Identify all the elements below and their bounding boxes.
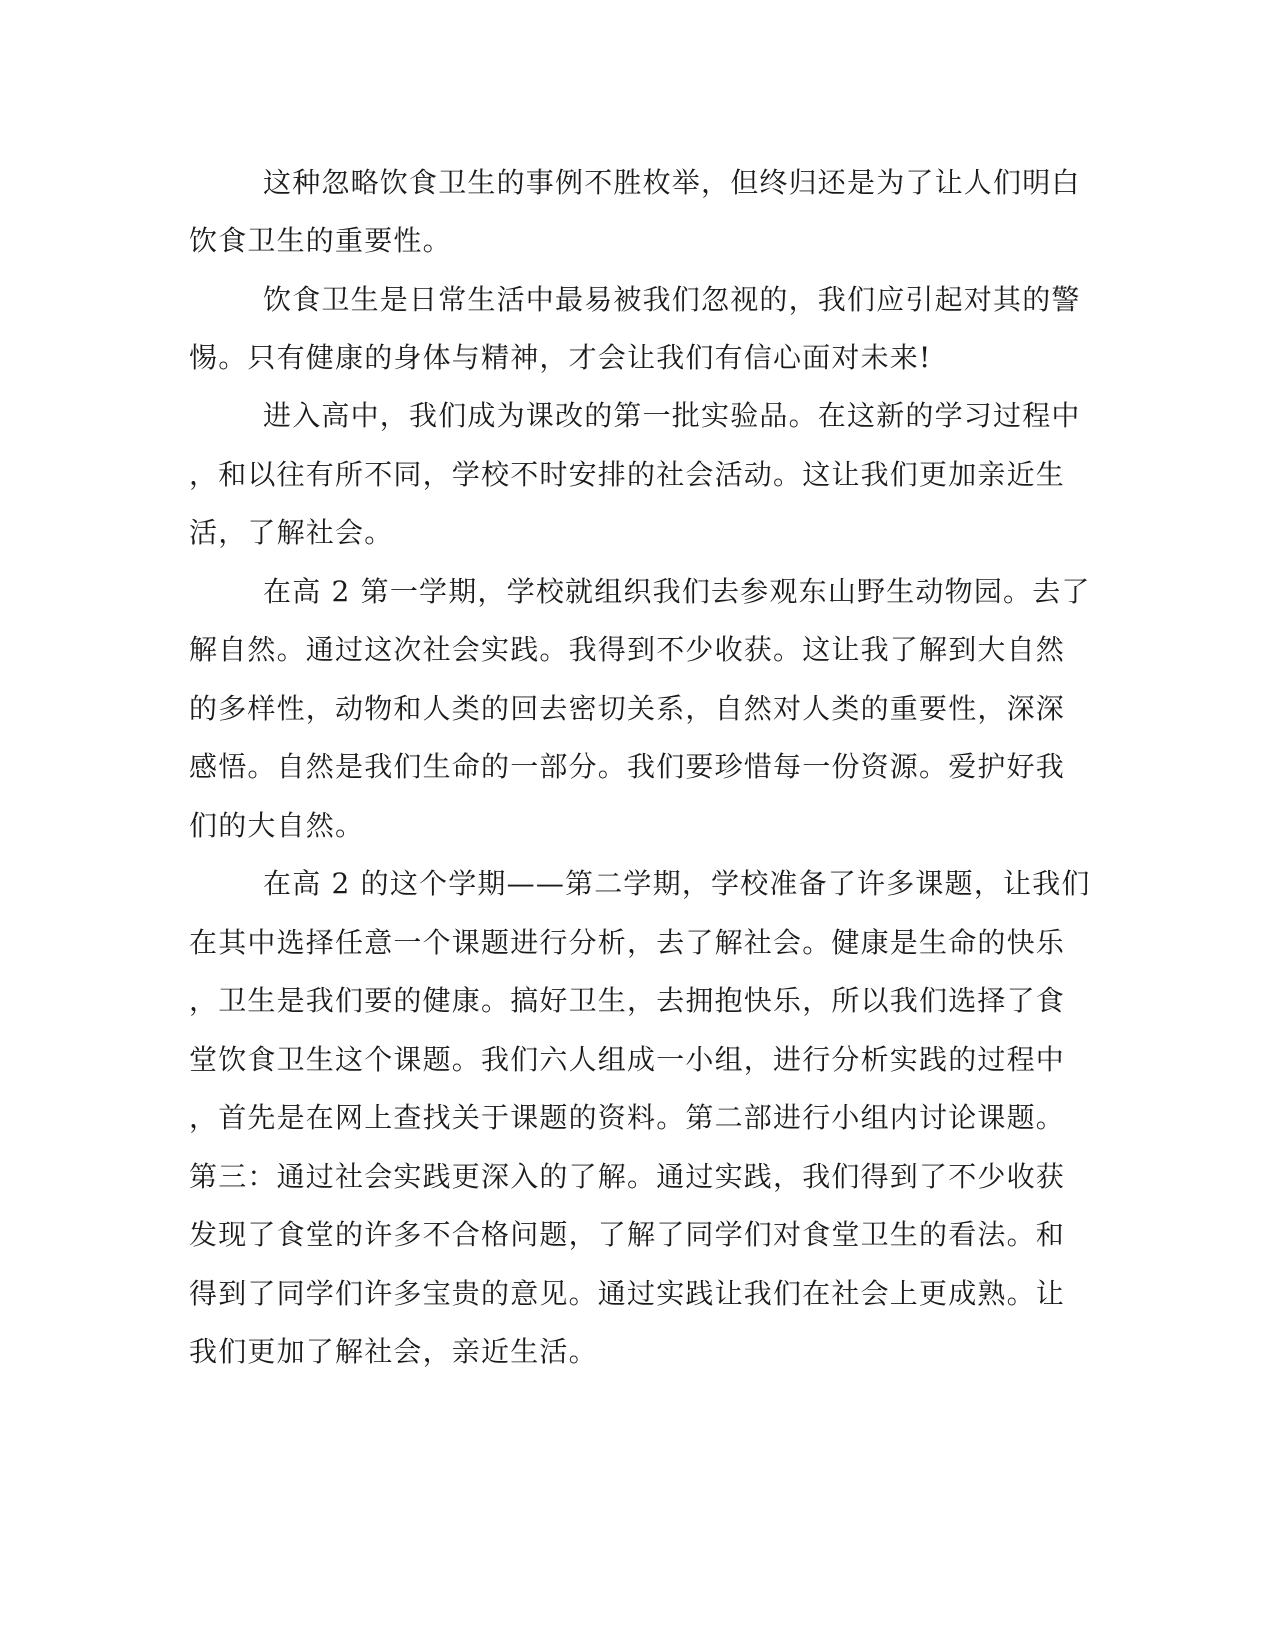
paragraph-1-line-2: 饮食卫生的重要性。 xyxy=(189,224,452,257)
paragraph-3-line-3: 活，了解社会。 xyxy=(189,516,394,549)
paragraph-5-line-5: ，首先是在网上查找关于课题的资料。第二部进行小组内讨论课题。 xyxy=(189,1101,1066,1134)
paragraph-5-line-4: 堂饮食卫生这个课题。我们六人组成一小组，进行分析实践的过程中 xyxy=(189,1043,1066,1076)
paragraph-4-line-4: 感悟。自然是我们生命的一部分。我们要珍惜每一份资源。爱护好我 xyxy=(189,750,1066,783)
paragraph-4-line-3: 的多样性，动物和人类的回去密切关系，自然对人类的重要性，深深 xyxy=(189,692,1066,725)
paragraph-2-line-1: 饮食卫生是日常生活中最易被我们忽视的，我们应引起对其的警 xyxy=(263,283,1081,316)
paragraph-5-line-1: 在高 2 的这个学期——第二学期，学校准备了许多课题，让我们 xyxy=(263,867,1091,900)
paragraph-5-line-2: 在其中选择任意一个课题进行分析，去了解社会。健康是生命的快乐 xyxy=(189,926,1066,959)
paragraph-3-line-1: 进入高中，我们成为课改的第一批实验品。在这新的学习过程中 xyxy=(263,399,1081,432)
paragraph-3-line-2: ，和以往有所不同，学校不时安排的社会活动。这让我们更加亲近生 xyxy=(189,458,1066,491)
paragraph-5-line-7: 发现了食堂的许多不合格问题，了解了同学们对食堂卫生的看法。和 xyxy=(189,1218,1066,1251)
paragraph-5-line-8: 得到了同学们许多宝贵的意见。通过实践让我们在社会上更成熟。让 xyxy=(189,1277,1066,1310)
paragraph-2-line-2: 惕。只有健康的身体与精神，才会让我们有信心面对未来! xyxy=(189,341,932,374)
paragraph-5-line-9: 我们更加了解社会，亲近生活。 xyxy=(189,1335,598,1368)
paragraph-1-line-1: 这种忽略饮食卫生的事例不胜枚举，但终归还是为了让人们明白 xyxy=(263,166,1081,199)
paragraph-5-line-6: 第三：通过社会实践更深入的了解。通过实践，我们得到了不少收获 xyxy=(189,1160,1066,1193)
paragraph-5-line-3: ，卫生是我们要的健康。搞好卫生，去拥抱快乐，所以我们选择了食 xyxy=(189,984,1066,1017)
paragraph-4-line-1: 在高 2 第一学期，学校就组织我们去参观东山野生动物园。去了 xyxy=(263,575,1091,608)
paragraph-4-line-2: 解自然。通过这次社会实践。我得到不少收获。这让我了解到大自然 xyxy=(189,633,1066,666)
paragraph-4-line-5: 们的大自然。 xyxy=(189,809,365,842)
